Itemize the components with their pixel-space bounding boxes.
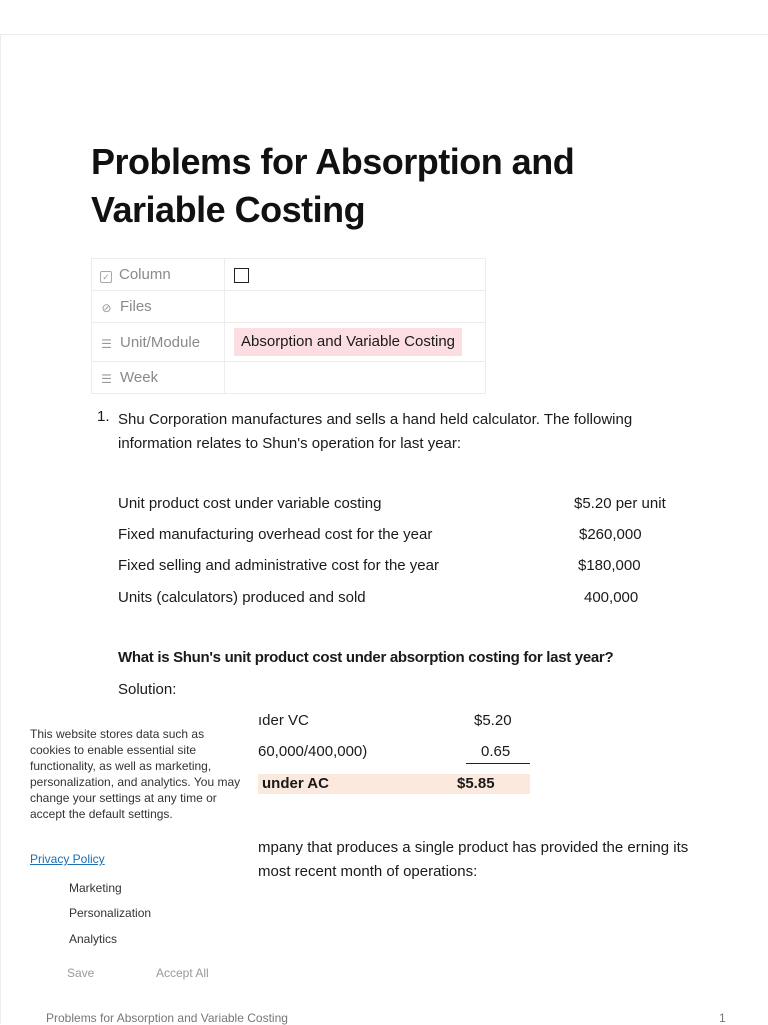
data-row-value: $5.20 per unit <box>574 495 666 512</box>
cookie-option-analytics[interactable]: Analytics <box>69 932 118 946</box>
list-icon: ☰ <box>101 372 112 386</box>
save-button[interactable]: Save <box>67 966 95 980</box>
page-number: 1 <box>719 1011 726 1025</box>
solution-row-value: 0.65 <box>481 743 511 760</box>
property-row-files <box>92 291 486 323</box>
cookie-option-personalization[interactable]: Personalization <box>69 906 152 920</box>
property-key: Files <box>120 298 152 315</box>
footer-title: Problems for Absorption and Variable Costing <box>46 1011 288 1025</box>
property-row-column <box>92 259 486 291</box>
solution-row-value: $5.20 <box>474 712 512 729</box>
unit-module-tag[interactable]: Absorption and Variable Costing <box>234 328 462 356</box>
property-key: Column <box>119 266 171 283</box>
files-value[interactable] <box>225 291 486 323</box>
page-title: Problems for Absorption and Variable Costing <box>91 141 575 230</box>
data-row-label: Fixed manufacturing overhead cost for the year <box>118 526 433 543</box>
checkbox-icon: ✓ <box>100 271 112 283</box>
question-text: What is Shun's unit product cost under absorption costing for last year? <box>118 649 614 666</box>
data-row-label: Units (calculators) produced and sold <box>118 589 366 606</box>
solution-row-label: ıder VC <box>258 712 309 729</box>
solution-label: Solution: <box>118 681 177 698</box>
paperclip-icon: ⊘ <box>101 301 112 315</box>
solution-total-label: under AC <box>262 775 329 792</box>
top-divider <box>0 34 768 35</box>
problem-text: Shu Corporation manufactures and sells a hand held calculator. The following information relates to Shun's operation for last year: <box>118 411 633 452</box>
cookie-option-marketing[interactable]: Marketing <box>69 881 122 895</box>
sum-underline <box>466 763 530 764</box>
list-icon: ☰ <box>101 336 112 351</box>
data-row-label: Fixed selling and administrative cost for the year <box>118 557 439 574</box>
property-key: Week <box>120 369 159 386</box>
solution-total-value: $5.85 <box>457 775 495 792</box>
properties-table <box>91 258 486 394</box>
data-row-value: 400,000 <box>584 589 639 606</box>
cookie-banner-text: This website stores data such as cookies to enable essential site functionality, as well as marketing, personalization, and analytics. You may change your settings at any time or accept the default settings. <box>30 727 241 821</box>
privacy-policy-link[interactable]: Privacy Policy <box>30 852 105 866</box>
column-checkbox[interactable] <box>234 268 249 283</box>
accept-all-button[interactable]: Accept All <box>156 966 209 980</box>
left-divider <box>0 34 1 1024</box>
data-row-label: Unit product cost under variable costing <box>118 495 382 512</box>
property-row-week <box>92 362 486 394</box>
data-row-value: $180,000 <box>578 557 641 574</box>
data-row-value: $260,000 <box>579 526 642 543</box>
problem-number: 1. <box>97 408 110 425</box>
solution-row-label: 60,000/400,000) <box>258 743 368 760</box>
property-row-unit-module <box>92 323 486 362</box>
property-key: Unit/Module <box>120 333 201 351</box>
problem2-text: mpany that produces a single product has provided the erning its most recent month of operations: <box>258 839 689 880</box>
week-value[interactable] <box>225 362 486 394</box>
